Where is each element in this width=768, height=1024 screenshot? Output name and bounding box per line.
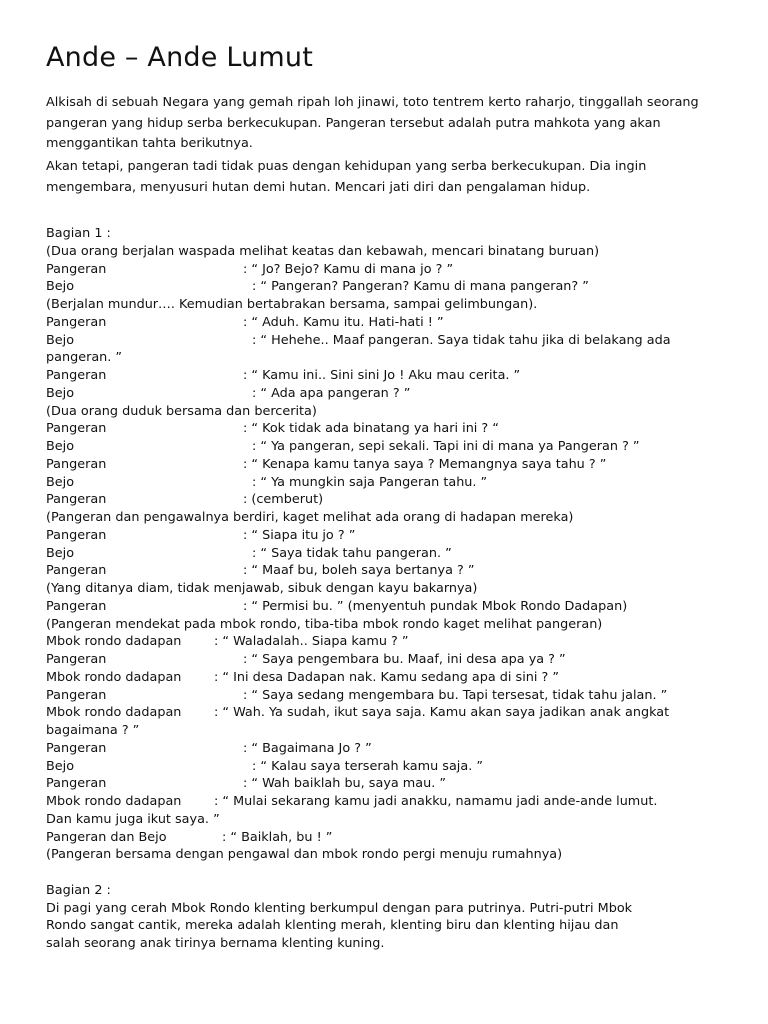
text-line: [46, 846, 746, 864]
line-text: Di pagi yang cerah Mbok Rondo klenting berkumpul dengan para putrinya. Putri-putri Mbok: [46, 900, 633, 916]
dialogue-line: [46, 367, 746, 385]
text-line: [46, 811, 746, 829]
dialogue-text: : “ Permisi bu. ” (menyentuh pundak Mbok Rondo Dadapan): [243, 598, 628, 614]
speaker-name: Bejo: [46, 545, 75, 561]
dialogue-text: : “ Aduh. Kamu itu. Hati-hati ! ”: [243, 314, 444, 330]
text-line: [46, 616, 746, 634]
intro-paragraph: Akan tetapi, pangeran tadi tidak puas dengan kehidupan yang serba berkecukupan. Dia ingin mengembara, menyusuri hutan demi hutan. Mencari jati diri dan pengalaman hidup.: [46, 159, 647, 195]
dialogue-text: : “ Mulai sekarang kamu jadi anakku, namamu jadi ande-ande lumut.: [214, 794, 658, 809]
dialogue-line: [46, 491, 746, 509]
dialogue-text: : “ Maaf bu, boleh saya bertanya ? ”: [243, 563, 475, 579]
speaker-name: Bejo: [46, 385, 75, 401]
speaker-name: Pangeran: [46, 492, 107, 508]
script-body: [46, 225, 746, 953]
line-text: Bagian 2 :: [46, 882, 111, 898]
text-line: [46, 917, 746, 935]
dialogue-text: : “ Wah. Ya sudah, ikut saya saja. Kamu akan saya jadikan anak angkat: [214, 705, 670, 721]
dialogue-text: : “ Siapa itu jo ? ”: [243, 527, 356, 543]
speaker-name: Pangeran: [46, 598, 107, 614]
dialogue-line: [46, 420, 746, 438]
dialogue-text: : “ Waladalah.. Siapa kamu ? ”: [214, 634, 409, 650]
speaker-name: Mbok rondo dadapan: [46, 794, 182, 809]
speaker-name: Bejo: [46, 332, 75, 348]
dialogue-text: : “ Saya pengembara bu. Maaf, ini desa apa ya ? ”: [243, 652, 566, 667]
dialogue-line: [46, 740, 746, 758]
line-text: (Yang ditanya diam, tidak menjawab, sibuk dengan kayu bakarnya): [46, 581, 478, 596]
document-title: Ande – Ande Lumut: [46, 42, 313, 73]
text-line: [46, 935, 746, 953]
dialogue-line: [46, 261, 746, 279]
dialogue-line: [46, 562, 746, 580]
text-line: [46, 722, 746, 740]
dialogue-line: [46, 793, 746, 811]
text-line: [46, 243, 746, 261]
dialogue-text: : “ Saya sedang mengembara bu. Tapi tersesat, tidak tahu jalan. ”: [243, 687, 668, 703]
text-line: [46, 882, 746, 900]
dialogue-text: : “ Ya mungkin saja Pangeran tahu. ”: [252, 474, 488, 490]
speaker-name: Mbok rondo dadapan: [46, 705, 182, 721]
speaker-name: Bejo: [46, 439, 75, 454]
speaker-name: Mbok rondo dadapan: [46, 669, 182, 685]
dialogue-line: [46, 633, 746, 651]
speaker-name: Pangeran: [46, 456, 107, 472]
dialogue-line: [46, 669, 746, 687]
speaker-name: Bejo: [46, 279, 75, 295]
dialogue-line: [46, 651, 746, 669]
dialogue-line: [46, 527, 746, 545]
text-line: [46, 296, 746, 314]
dialogue-line: [46, 829, 746, 847]
text-line: [46, 403, 746, 421]
dialogue-line: [46, 456, 746, 474]
dialogue-text: : “ Ini desa Dadapan nak. Kamu sedang apa di sini ? ”: [214, 669, 559, 685]
dialogue-line: [46, 598, 746, 616]
line-text: Rondo sangat cantik, mereka adalah klenting merah, klenting biru dan klenting hijau dan: [46, 918, 619, 934]
text-line: [46, 349, 746, 367]
speaker-name: Bejo: [46, 758, 75, 774]
speaker-name: Pangeran: [46, 776, 107, 792]
speaker-name: Pangeran: [46, 421, 107, 437]
dialogue-line: [46, 278, 746, 296]
line-text: (Berjalan mundur…. Kemudian bertabrakan bersama, sampai gelimbungan).: [46, 297, 538, 312]
dialogue-line: [46, 438, 746, 456]
speaker-name: Pangeran: [46, 563, 107, 579]
line-text: (Dua orang berjalan waspada melihat keatas dan kebawah, mencari binatang buruan): [46, 243, 600, 259]
dialogue-line: [46, 545, 746, 563]
line-text: (Pangeran mendekat pada mbok rondo, tiba-tiba mbok rondo kaget melihat pangeran): [46, 616, 603, 632]
dialogue-text: : “ Ada apa pangeran ? ”: [252, 385, 411, 401]
line-text: (Pangeran dan pengawalnya berdiri, kaget melihat ada orang di hadapan mereka): [46, 510, 574, 525]
dialogue-text: : “ Kenapa kamu tanya saya ? Memangnya saya tahu ? ”: [243, 456, 607, 472]
dialogue-text: : “ Hehehe.. Maaf pangeran. Saya tidak tahu jika di belakang ada: [252, 332, 671, 348]
speaker-name: Pangeran: [46, 527, 107, 543]
text-line: [46, 225, 746, 243]
speaker-name: Mbok rondo dadapan: [46, 634, 182, 650]
dialogue-text: : “ Kalau saya terserah kamu saja. ”: [252, 758, 483, 774]
dialogue-line: [46, 758, 746, 776]
dialogue-line: [46, 474, 746, 492]
intro-paragraph: Alkisah di sebuah Negara yang gemah ripah loh jinawi, toto tentrem kerto raharjo, tinggallah seorang pangeran yang hidup serba berkecukupan. Pangeran tersebut adalah putra mahkota yang akan menggantikan tahta berikutnya.: [46, 95, 699, 151]
speaker-name: Pangeran: [46, 261, 107, 277]
speaker-name: Pangeran: [46, 314, 107, 330]
speaker-name: Bejo: [46, 474, 75, 490]
text-line: [46, 580, 746, 598]
text-line: [46, 900, 746, 918]
dialogue-text: : “ Wah baiklah bu, saya mau. ”: [243, 776, 446, 792]
dialogue-line: [46, 704, 746, 722]
dialogue-line: [46, 385, 746, 403]
blank-line: [46, 864, 746, 882]
speaker-name: Pangeran: [46, 368, 107, 383]
dialogue-text: : “ Baiklah, bu ! ”: [222, 829, 333, 845]
line-text: Dan kamu juga ikut saya. ”: [46, 811, 220, 827]
line-text: pangeran. ”: [46, 350, 123, 366]
speaker-name: Pangeran: [46, 740, 107, 756]
speaker-name: Pangeran dan Bejo: [46, 829, 167, 845]
dialogue-text: : “ Saya tidak tahu pangeran. ”: [252, 545, 452, 561]
line-text: bagaimana ? ”: [46, 723, 140, 738]
speaker-name: Pangeran: [46, 652, 107, 667]
dialogue-line: [46, 332, 746, 350]
dialogue-text: : “ Ya pangeran, sepi sekali. Tapi ini di mana ya Pangeran ? ”: [252, 439, 640, 454]
line-text: (Dua orang duduk bersama dan bercerita): [46, 403, 317, 419]
dialogue-line: [46, 687, 746, 705]
dialogue-text: : “ Bagaimana Jo ? ”: [243, 740, 372, 756]
dialogue-line: [46, 775, 746, 793]
dialogue-text: : (cemberut): [243, 492, 324, 508]
line-text: (Pangeran bersama dengan pengawal dan mbok rondo pergi menuju rumahnya): [46, 847, 563, 863]
dialogue-text: : “ Jo? Bejo? Kamu di mana jo ? ”: [243, 261, 454, 277]
line-text: Bagian 1 :: [46, 226, 111, 241]
dialogue-text: : “ Kok tidak ada binatang ya hari ini ? “: [243, 421, 499, 437]
speaker-name: Pangeran: [46, 687, 107, 703]
dialogue-text: : “ Kamu ini.. Sini sini Jo ! Aku mau cerita. ”: [243, 368, 521, 383]
text-line: [46, 509, 746, 527]
dialogue-line: [46, 314, 746, 332]
dialogue-text: : “ Pangeran? Pangeran? Kamu di mana pangeran? ”: [252, 279, 589, 295]
line-text: salah seorang anak tirinya bernama klenting kuning.: [46, 936, 385, 951]
